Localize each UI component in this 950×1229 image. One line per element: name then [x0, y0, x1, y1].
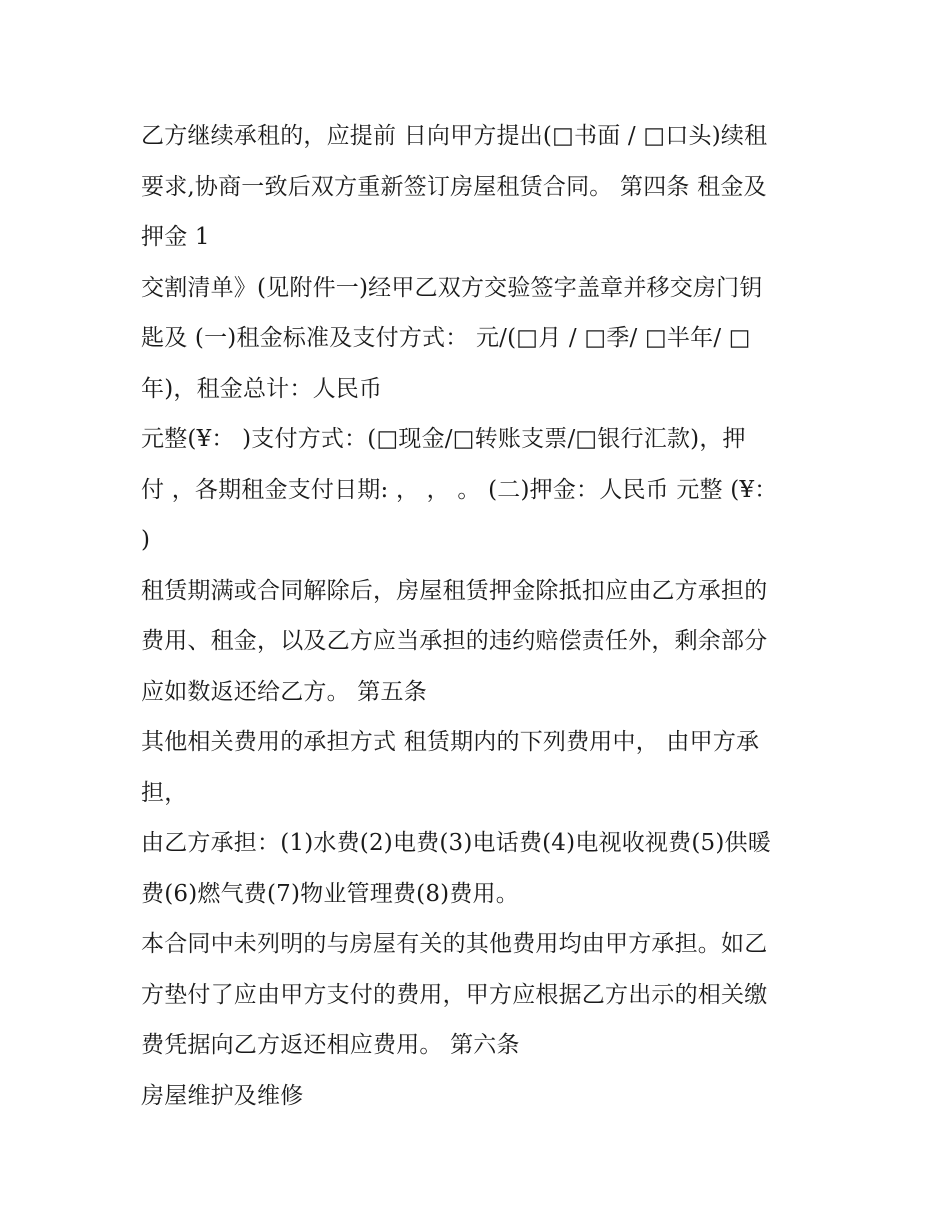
contract-text [141, 111, 821, 1121]
text-line: 元整(¥： )支付方式：(□现金/□转账支票/□银行汇款)，押 [141, 426, 746, 452]
text-line: 付 ，各期租金支付日期: ， ， 。 (二)押金：人民币 元整 (¥： [141, 476, 778, 503]
text-line: 费(6)燃气费(7)物业管理费(8)费用。 [141, 880, 519, 907]
text-line: 交割清单》(见附件一)经甲乙双方交验签字盖章并移交房门钥 [141, 274, 763, 301]
text-line: 年)，租金总计：人民币 [141, 375, 383, 402]
text-line: 押金 1 [141, 224, 210, 250]
text-line: 担， [141, 779, 188, 806]
text-line: 费凭据向乙方返还相应费用。 第六条 [141, 1032, 520, 1058]
text-line: ) [141, 527, 151, 553]
text-line: 乙方继续承租的，应提前 日向甲方提出(□书面 / □口头)续租 [141, 123, 768, 149]
text-line: 其他相关费用的承担方式 租赁期内的下列费用中， 由甲方承 [141, 729, 760, 755]
text-line: 方垫付了应由甲方支付的费用，甲方应根据乙方出示的相关缴 [141, 981, 768, 1008]
text-line: 房屋维护及维修 [141, 1082, 304, 1109]
text-line: 匙及 (一)租金标准及支付方式： 元/(□月 / □季/ □半年/ □ [141, 325, 751, 351]
text-line: 费用、租金，以及乙方应当承担的违约赔偿责任外，剩余部分 [141, 628, 768, 654]
text-line: 要求,协商一致后双方重新签订房屋租赁合同。 第四条 租金及 [141, 173, 767, 200]
text-line: 租赁期满或合同解除后，房屋租赁押金除抵扣应由乙方承担的 [141, 577, 768, 604]
text-line: 由乙方承担：(1)水费(2)电费(3)电话费(4)电视收视费(5)供暖 [141, 830, 771, 856]
text-line: 应如数返还给乙方。 第五条 [141, 678, 427, 705]
text-line: 本合同中未列明的与房屋有关的其他费用均由甲方承担。如乙 [141, 931, 768, 957]
